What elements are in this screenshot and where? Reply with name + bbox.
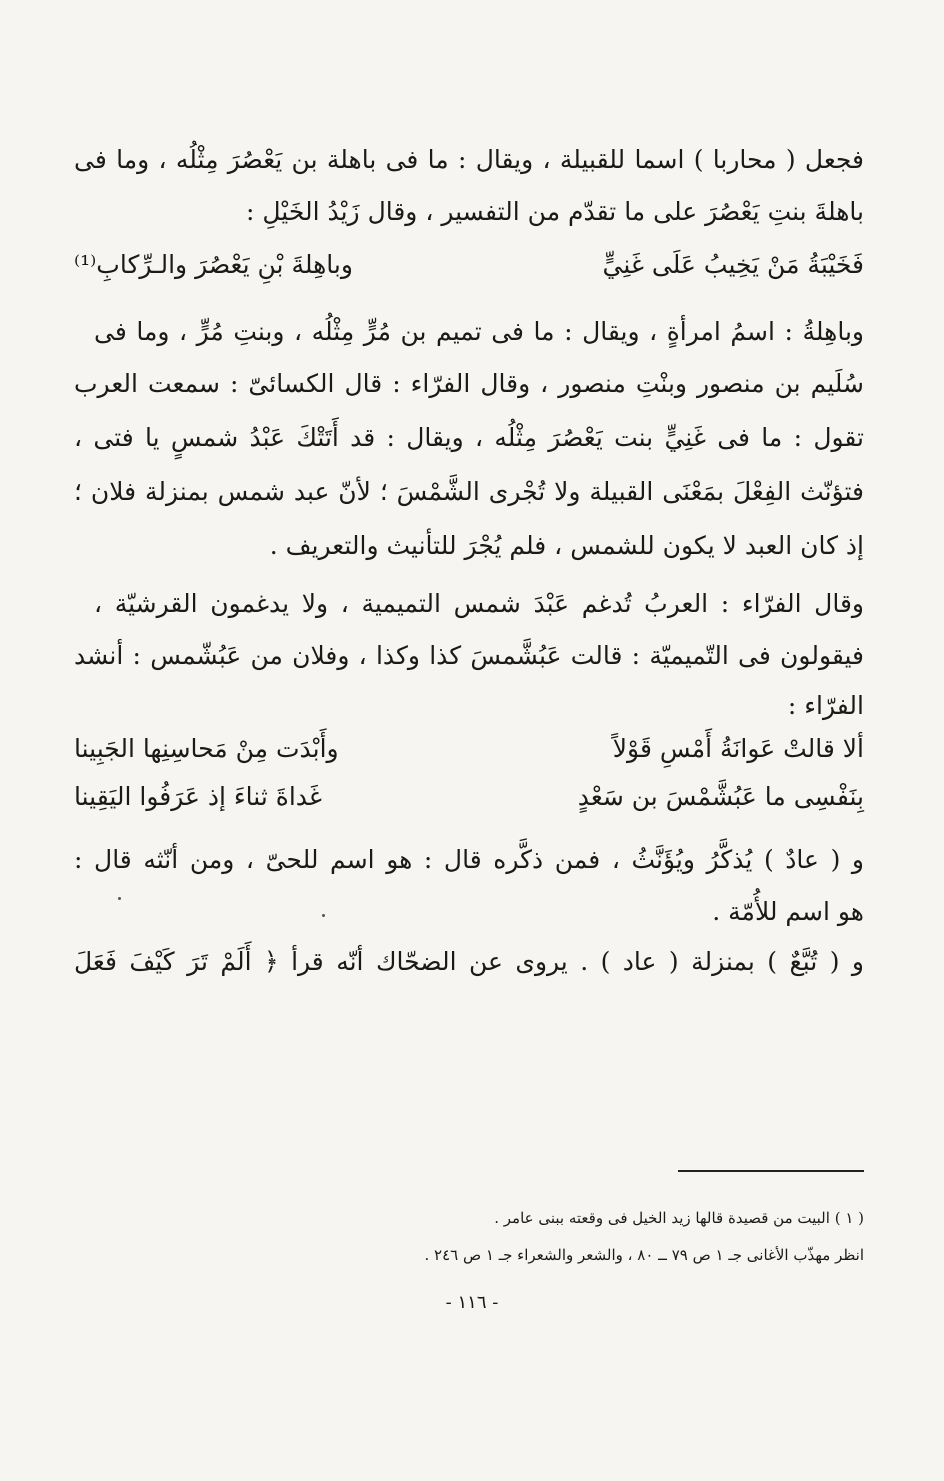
text-line: فتؤنّث الفِعْلَ بمَعْنَى القبيلة ولا تُجْرى الشَّمْسَ ؛ لأنّ عبد شمس بمنزلة فلان ؛	[74, 477, 864, 506]
footnote-separator	[678, 1170, 864, 1172]
scan-speck	[118, 897, 121, 900]
text-line: هو اسم للأُمّة .	[712, 897, 864, 926]
text-line: فيقولون فى التّميميّة : قالت عَبُشَّمسَ كذا وكذا ، وفلان من عَبُشّمس : أنشد	[74, 641, 865, 670]
page-number: - ١١٦ -	[445, 1292, 499, 1313]
text-line: تقول : ما فى غَنِيٍّ بنت يَعْصُرَ مِثْلُه ، ويقال : قد أَتَتْكَ عَبْدُ شمسٍ يا فتى ،	[74, 423, 864, 452]
poetry-verse	[74, 777, 864, 817]
verse-second-hemistich: غَداةَ ثناءَ إذ عَرَفُوا اليَقِينا	[74, 782, 322, 811]
footnote: ( ١ ) البيت من قصيدة قالها زيد الخيل فى وقعته ببنى عامر .	[494, 1209, 864, 1227]
footnote: انظر مهذّب الأغانى جـ ١ ص ٧٩ ــ ٨٠ ، والشعر والشعراء جـ ١ ص ٢٤٦ .	[424, 1246, 864, 1264]
text-line: و ( عادٌ ) يُذكَّرُ ويُؤَنَّثُ ، فمن ذكَّره قال : هو اسم للحىّ ، ومن أنّثه قال :	[74, 845, 864, 874]
text-line: باهلةَ بنتِ يَعْصُرَ على ما تقدّم من التفسير ، وقال زَيْدُ الخَيْلِ :	[245, 197, 864, 226]
poetry-verse	[74, 729, 864, 769]
text-line: إذ كان العبد لا يكون للشمس ، فلم يُجْرَ للتأنيث والتعريف .	[269, 531, 864, 560]
poetry-verse	[74, 245, 864, 285]
verse-first-hemistich: ألا قالتْ عَوانَةُ أَمْسِ قَوْلاً	[612, 734, 864, 763]
text-line: و ( تُبَّعٌ ) بمنزلة ( عاد ) . يروى عن الضحّاك أنّه قرأ ﴿ أَلَمْ تَرَ كَيْفَ فَعَلَ	[74, 947, 864, 976]
text-line: وقال الفرّاء : العربُ تُدغم عَبْدَ شمس التميمية ، ولا يدغمون القرشيّة ،	[94, 589, 864, 618]
text-line: وباهِلةُ : اسمُ امرأةٍ ، ويقال : ما فى تميم بن مُرٍّ مِثْلُه ، وبنتِ مُرٍّ ، وما فى	[94, 317, 864, 346]
text-line: الفرّاء :	[787, 691, 864, 720]
verse-second-hemistich: وباهِلةَ بْنِ يَعْصُرَ والـرِّكابِ⁽¹⁾	[74, 250, 353, 279]
text-line: فجعل ( محاربا ) اسما للقبيلة ، ويقال : ما فى باهلة بن يَعْصُرَ مِثْلُه ، وما فى	[74, 145, 864, 174]
verse-second-hemistich: وأَبْدَت مِنْ مَحاسِنِها الجَبِينا	[74, 734, 339, 763]
verse-first-hemistich: بِنَفْسِى ما عَبُشَّمْسَ بن سَعْدٍ	[577, 782, 864, 811]
text-line: سُلَيم بن منصور وبنْتِ منصور ، وقال الفرّاء : قال الكسائىّ : سمعت العرب	[74, 369, 864, 398]
scan-speck	[322, 914, 325, 917]
verse-first-hemistich: فَخَيْبَةُ مَنْ يَخِيبُ عَلَى غَنِيٍّ	[602, 250, 864, 279]
